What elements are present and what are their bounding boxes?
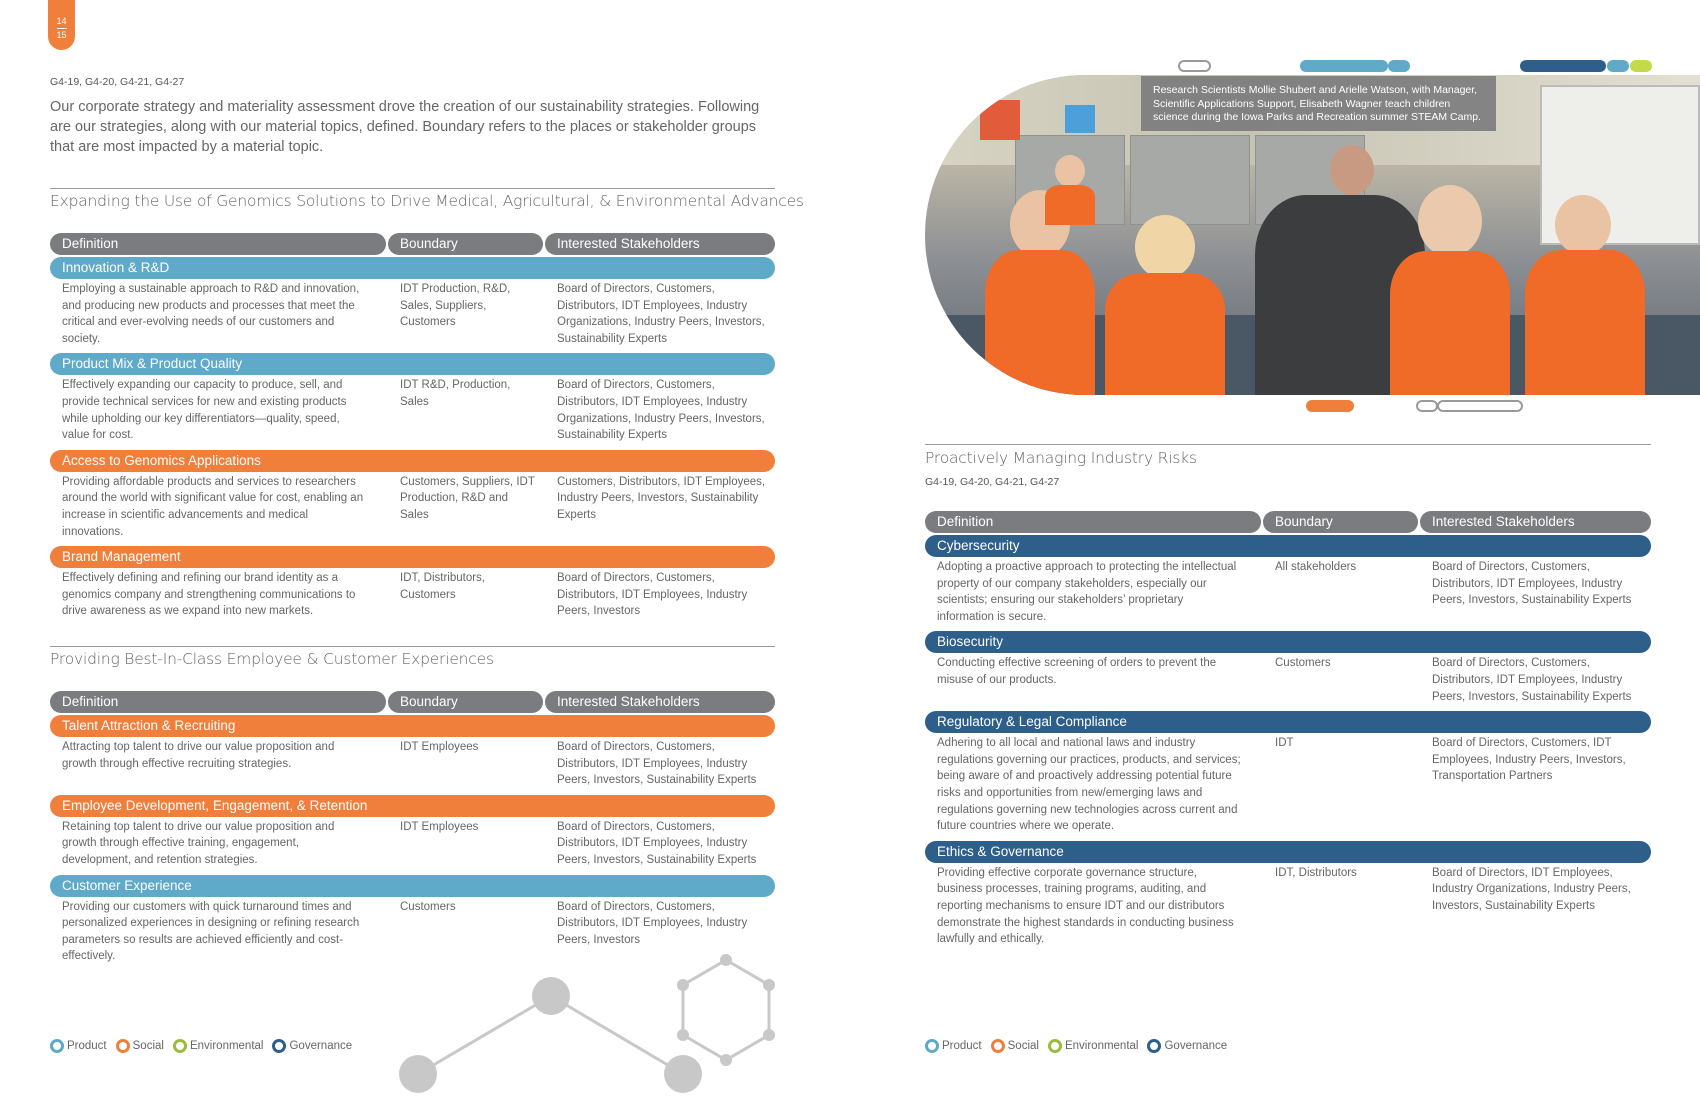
legend-item-governance: Governance xyxy=(1147,1039,1227,1053)
header-stakeholders: Interested Stakeholders xyxy=(545,233,775,255)
topic-bar-employee-development: Employee Development, Engagement, & Retention xyxy=(50,795,775,817)
stakeholders-cell: Customers, Distributors, IDT Employees, Industry Peers, Investors, Sustainability Experts xyxy=(557,475,766,521)
right-page-number: 15 xyxy=(56,30,67,40)
boundary-cell: IDT, Distributors xyxy=(1275,866,1357,879)
materiality-table-risks xyxy=(925,511,1651,952)
social-dot-icon xyxy=(116,1039,130,1053)
definition-cell: Effectively defining and refining our brand identity as a genomics company and strengthening communications to drive awareness as we expand into new markets. xyxy=(62,572,356,618)
stakeholders-cell: Board of Directors, Customers, Distributors, IDT Employees, Industry Peers, Investors, Sustainability Experts xyxy=(557,741,757,787)
product-dot-icon xyxy=(50,1039,64,1053)
boundary-cell: Customers xyxy=(400,900,456,913)
stakeholders-cell: Board of Directors, Customers, Distributors, IDT Employees, Industry Peers, Investors xyxy=(557,572,748,618)
decor-pill xyxy=(1178,60,1211,72)
section-title-experiences: Providing Best-In-Class Employee & Customer Experiences xyxy=(50,650,494,668)
divider xyxy=(50,188,775,189)
topic-bar-product-mix: Product Mix & Product Quality xyxy=(50,353,775,375)
table-row xyxy=(50,817,775,873)
table-header xyxy=(50,691,775,713)
divider xyxy=(925,444,1651,445)
header-boundary: Boundary xyxy=(388,691,543,713)
definition-cell: Employing a sustainable approach to R&D and innovation, and producing new products and processes that meet the critical and ever-evolving needs of our customers and society. xyxy=(62,283,360,345)
section-title-risks: Proactively Managing Industry Risks xyxy=(925,449,1197,467)
gri-codes-left: G4-19, G4-20, G4-21, G4-27 xyxy=(50,76,185,88)
gri-codes-right: G4-19, G4-20, G4-21, G4-27 xyxy=(925,476,1060,488)
decor-pill xyxy=(1437,400,1523,412)
legend-right xyxy=(925,1039,1236,1053)
table-header xyxy=(50,233,775,255)
boundary-cell: Customers, Suppliers, IDT Production, R&D and Sales xyxy=(400,475,535,521)
boundary-cell: IDT Employees xyxy=(400,820,479,833)
table-row xyxy=(925,863,1651,952)
boundary-cell: IDT Production, R&D, Sales, Suppliers, Customers xyxy=(400,283,511,329)
definition-cell: Conducting effective screening of orders to prevent the misuse of our products. xyxy=(937,657,1217,686)
materiality-table-experiences xyxy=(50,691,775,969)
social-dot-icon xyxy=(991,1039,1005,1053)
table-row xyxy=(50,472,775,544)
table-header xyxy=(925,511,1651,533)
left-page-number: 14 xyxy=(56,16,67,26)
boundary-cell: Customers xyxy=(1275,657,1331,670)
legend-item-social: Social xyxy=(991,1039,1039,1053)
decor-pill xyxy=(1607,60,1629,72)
header-definition: Definition xyxy=(50,691,386,713)
table-row xyxy=(50,375,775,447)
definition-cell: Effectively expanding our capacity to produce, sell, and provide technical services for new and existing products while upholding our key differentiators—quality, speed, value for cost. xyxy=(62,379,347,442)
governance-dot-icon xyxy=(272,1039,286,1053)
header-definition: Definition xyxy=(925,511,1261,533)
stakeholders-cell: Board of Directors, Customers, Distributors, IDT Employees, Industry Organizations, Industry Peers, Investors, Sustainability Experts xyxy=(557,283,765,345)
topic-bar-customer-experience: Customer Experience xyxy=(50,875,775,897)
topic-bar-regulatory: Regulatory & Legal Compliance xyxy=(925,711,1651,733)
header-stakeholders: Interested Stakeholders xyxy=(545,691,775,713)
topic-bar-innovation: Innovation & R&D xyxy=(50,257,775,279)
table-row xyxy=(50,737,775,793)
decor-pill xyxy=(1306,400,1354,412)
definition-cell: Attracting top talent to drive our value proposition and growth through effective recruiting strategies. xyxy=(62,741,335,770)
legend-left xyxy=(50,1039,361,1053)
section-title-genomics: Expanding the Use of Genomics Solutions to Drive Medical, Agricultural, & Environmental Advances xyxy=(50,192,804,210)
stakeholders-cell: Board of Directors, Customers, IDT Employees, Industry Peers, Investors, Transportation Partners xyxy=(1432,737,1626,783)
topic-bar-biosecurity: Biosecurity xyxy=(925,631,1651,653)
header-boundary: Boundary xyxy=(388,233,543,255)
topic-bar-cybersecurity: Cybersecurity xyxy=(925,535,1651,557)
stakeholders-cell: Board of Directors, Customers, Distributors, IDT Employees, Industry Peers, Investors, Sustainability Experts xyxy=(1432,657,1632,703)
definition-cell: Retaining top talent to drive our value proposition and growth through effective training, engagement, development, and retention strategies. xyxy=(62,820,335,866)
boundary-cell: IDT, Distributors, Customers xyxy=(400,572,485,601)
definition-cell: Adopting a proactive approach to protecting the intellectual property of our company stakeholders, especially our scientists; ensuring our stakeholders’ proprietary information is secure. xyxy=(937,561,1237,623)
legend-item-environmental: Environmental xyxy=(1048,1039,1139,1053)
intro-paragraph: Our corporate strategy and materiality assessment drove the creation of our sustainability strategies. Following are our strategies, along with our material topics, defined. Boundary refers to the places or stakeholder groups that are most impacted by a material topic. xyxy=(50,99,760,155)
decor-pill xyxy=(1520,60,1606,72)
decor-pill xyxy=(1416,400,1438,412)
header-stakeholders: Interested Stakeholders xyxy=(1420,511,1651,533)
stakeholders-cell: Board of Directors, Customers, Distributors, IDT Employees, Industry Peers, Investors xyxy=(557,900,748,946)
stakeholders-cell: Board of Directors, Customers, Distributors, IDT Employees, Industry Peers, Investors, Sustainability Experts xyxy=(1432,561,1632,607)
photo-caption: Research Scientists Mollie Shubert and Arielle Watson, with Manager, Scientific Applications Support, Elisabeth Wagner teach children science during the Iowa Parks and Recreation summer STEAM Camp. xyxy=(1141,76,1496,131)
definition-cell: Adhering to all local and national laws and industry regulations governing our practices, products, and services; being aware of and proactively addressing potential future risks and opportunities from new/emerging laws and regulations governing new technologies across current and future countries where we operate. xyxy=(937,737,1241,833)
page-number-tab xyxy=(48,0,75,50)
header-definition: Definition xyxy=(50,233,386,255)
definition-cell: Providing affordable products and services to researchers around the world with significant value for cost, enabling an increase in scientific advancements and medical innovations. xyxy=(62,475,364,538)
table-row xyxy=(925,653,1651,709)
header-boundary: Boundary xyxy=(1263,511,1418,533)
stakeholders-cell: Board of Directors, IDT Employees, Industry Organizations, Industry Peers, Investors, Sustainability Experts xyxy=(1432,866,1631,912)
table-row xyxy=(925,733,1651,839)
environmental-dot-icon xyxy=(173,1039,187,1053)
table-row xyxy=(925,557,1651,629)
product-dot-icon xyxy=(925,1039,939,1053)
table-row xyxy=(50,279,775,351)
environmental-dot-icon xyxy=(1048,1039,1062,1053)
stakeholders-cell: Board of Directors, Customers, Distributors, IDT Employees, Industry Organizations, Industry Peers, Investors, Sustainability Experts xyxy=(557,379,765,442)
definition-cell: Providing our customers with quick turnaround times and personalized experiences in designing or refining research parameters so results are achieved efficiently and cost-effectively. xyxy=(62,900,360,963)
topic-bar-access: Access to Genomics Applications xyxy=(50,450,775,472)
topic-bar-ethics: Ethics & Governance xyxy=(925,841,1651,863)
topic-bar-talent: Talent Attraction & Recruiting xyxy=(50,715,775,737)
decor-pill xyxy=(1388,60,1410,72)
boundary-cell: IDT R&D, Production, Sales xyxy=(400,379,511,408)
legend-item-social: Social xyxy=(116,1039,164,1053)
legend-item-product: Product xyxy=(925,1039,982,1053)
boundary-cell: All stakeholders xyxy=(1275,561,1357,573)
materiality-table-genomics xyxy=(50,233,775,624)
definition-cell: Providing effective corporate governance structure, business processes, training programs, auditing, and reporting mechanisms to ensure IDT and our distributors demonstrate the highest standards in conducting business lawfully and ethically. xyxy=(937,866,1234,946)
governance-dot-icon xyxy=(1147,1039,1161,1053)
decor-pill xyxy=(1630,60,1652,72)
divider xyxy=(50,646,775,647)
legend-item-product: Product xyxy=(50,1039,107,1053)
topic-bar-brand: Brand Management xyxy=(50,546,775,568)
boundary-cell: IDT xyxy=(1275,737,1294,750)
molecule-decoration xyxy=(390,950,790,1100)
table-row xyxy=(50,568,775,624)
stakeholders-cell: Board of Directors, Customers, Distributors, IDT Employees, Industry Peers, Investors, Sustainability Experts xyxy=(557,820,757,866)
decor-pill xyxy=(1300,60,1388,72)
boundary-cell: IDT Employees xyxy=(400,741,479,753)
legend-item-governance: Governance xyxy=(272,1039,352,1053)
legend-item-environmental: Environmental xyxy=(173,1039,264,1053)
